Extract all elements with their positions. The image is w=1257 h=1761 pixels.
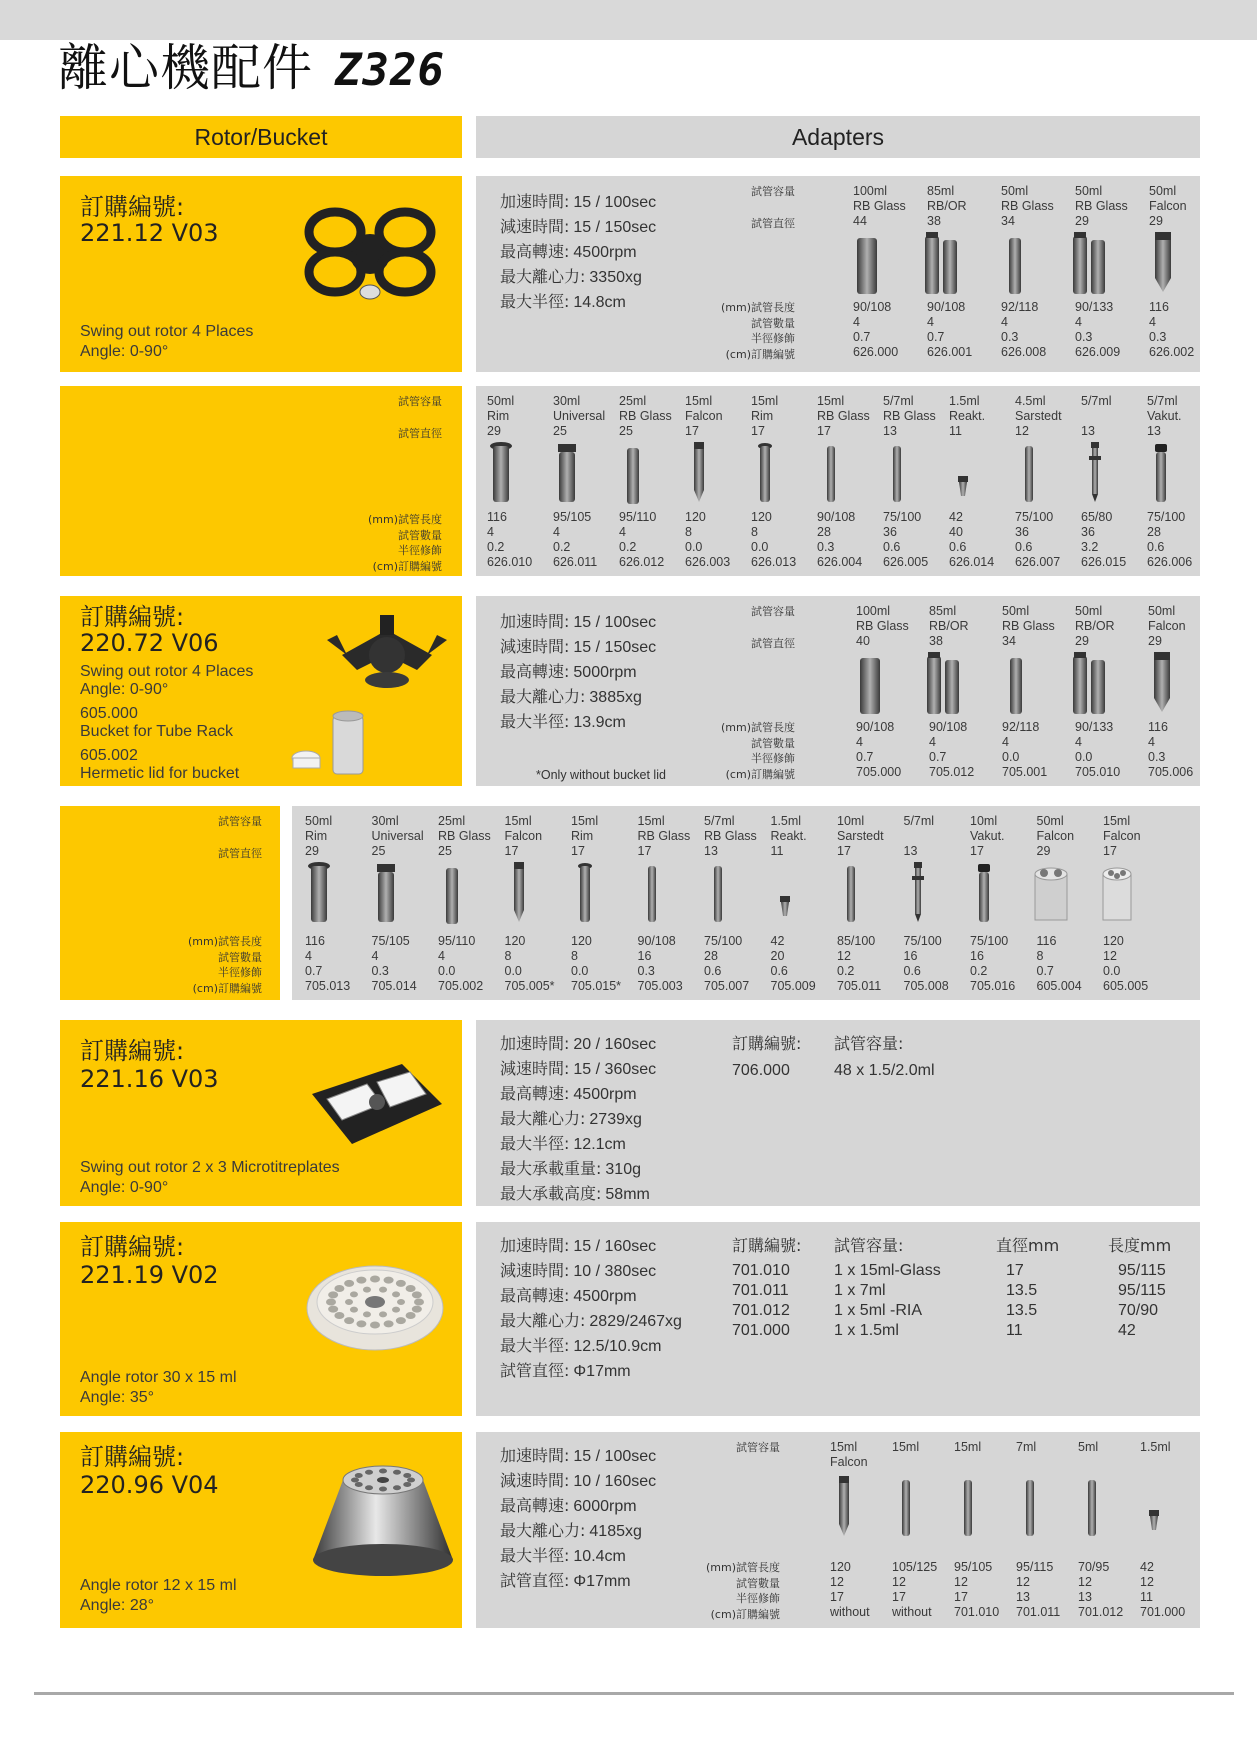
- s7-specs: 加速時間: 15 / 100sec 減速時間: 10 / 160sec 最高轉速: 6000rpm 最大離心力: 4185xg 最大半徑: 10.4cm 試管直徑: Φ17mm: [500, 1446, 657, 1590]
- s4-row-labels-bottom: (mm)試管長度 試管數量 半徑修飾 (cm)訂購編號: [187, 935, 262, 995]
- s3-col-0-diameter: 40: [856, 634, 870, 648]
- s2-col-5-header: 15ml RB Glass 17: [817, 394, 870, 438]
- s4-col-12-header: 15ml Falcon 17: [1103, 814, 1141, 858]
- s5-order-label: 訂購編號:: [80, 1037, 185, 1065]
- s1-col-1-values: 90/108 4 0.7 626.001: [927, 300, 973, 359]
- s4-col-8-header: 10ml Sarstedt 17: [837, 814, 884, 858]
- s2-col-4-diameter: 17: [751, 424, 765, 438]
- page-title: 離心機配件 Z326: [58, 39, 445, 97]
- s4-col-7-diameter: 11: [770, 844, 784, 858]
- s6-row-3-cell-2: 11: [1006, 1322, 1023, 1339]
- s4-col-9-tube-image: [898, 858, 938, 930]
- s1-row-label-capacity: 試管容量: [751, 185, 795, 198]
- s1-col-4-header: 50ml Falcon 29: [1149, 184, 1187, 228]
- s1-col-2-header: 50ml RB Glass 34: [1001, 184, 1054, 228]
- s4-col-5-values: 90/108 16 0.3 705.003: [637, 934, 683, 993]
- s3-col-3-header: 50ml RB/OR 29: [1075, 604, 1115, 648]
- s4-label-panel: [60, 806, 280, 1000]
- s3-order-code: 220.72 V06: [80, 629, 219, 657]
- s4-col-7-header: 1.5ml Reakt. 11: [770, 814, 807, 858]
- s3-col-2-values: 92/118 4 0.0 705.001: [1002, 720, 1048, 779]
- angle-rotor-12-image: [308, 1450, 458, 1580]
- s1-col-1-diameter: 38: [927, 214, 941, 228]
- s3-desc-2: Angle: 0-90°: [80, 681, 169, 698]
- s1-col-3-values: 90/133 4 0.3 626.009: [1075, 300, 1121, 359]
- s7-col-2-tube-image: [948, 1472, 988, 1544]
- s7-col-4-header: 5ml: [1078, 1440, 1099, 1454]
- s3-desc-6: Hermetic lid for bucket: [80, 765, 240, 782]
- s4-col-1-diameter: 25: [371, 844, 386, 858]
- s5-order-code: 221.16 V03: [80, 1065, 219, 1093]
- s2-row-label-capacity: 試管容量: [398, 395, 442, 408]
- s6-row-1-cell-2: 13.5: [1006, 1282, 1038, 1299]
- s3-col-1-header: 85ml RB/OR 38: [929, 604, 969, 648]
- s3-desc-3: 605.000: [80, 705, 138, 722]
- s4-col-2-header: 25ml RB Glass 25: [438, 814, 491, 858]
- s3-row-label-diameter: 試管直徑: [751, 637, 795, 650]
- s3-col-3-diameter: 29: [1075, 634, 1089, 648]
- s4-col-12-values: 120 12 0.0 605.005: [1103, 934, 1149, 993]
- s3-desc-5: 605.002: [80, 747, 138, 764]
- s4-col-5-diameter: 17: [637, 844, 652, 858]
- s4-col-4-values: 120 8 0.0 705.015*: [571, 934, 622, 993]
- s4-col-10-values: 75/100 16 0.2 705.016: [970, 934, 1016, 993]
- s4-col-9-values: 75/100 16 0.6 705.008: [903, 934, 949, 993]
- s2-col-8-diameter: 12: [1015, 424, 1029, 438]
- s7-rotor-panel: [60, 1432, 462, 1628]
- s3-order-label: 訂購編號:: [80, 603, 185, 631]
- s1-order-code: 221.12 V03: [80, 219, 219, 247]
- s4-col-2-tube-image: [432, 858, 472, 930]
- s6-row-0-cell-2: 17: [1006, 1262, 1024, 1279]
- s4-col-8-values: 85/100 12 0.2 705.011: [837, 934, 882, 993]
- s1-col-4-tube-image: [1143, 228, 1183, 300]
- s7-row-label-capacity: 試管容量: [736, 1441, 780, 1454]
- microplate-rotor-image: [292, 1044, 452, 1154]
- s6-desc-1: Angle rotor 30 x 15 ml: [80, 1369, 237, 1386]
- s2-col-5-tube-image: [811, 438, 851, 510]
- s1-row-labels-bottom: (mm)試管長度 試管數量 半徑修飾 (cm)訂購編號: [720, 301, 795, 361]
- s2-col-0-values: 116 4 0.2 626.010: [487, 510, 533, 569]
- s1-row-label-diameter: 試管直徑: [751, 217, 795, 230]
- header-rotor-bucket: Rotor/Bucket: [60, 116, 462, 158]
- s6-order-code: 221.19 V02: [80, 1261, 219, 1289]
- s6-head-diameter: 直徑mm: [996, 1236, 1060, 1255]
- s2-col-7-values: 42 40 0.6 626.014: [949, 510, 995, 569]
- s5-capacity-value: 48 x 1.5/2.0ml: [834, 1062, 935, 1079]
- s7-col-2-header: 15ml: [954, 1440, 982, 1454]
- header-adapters: Adapters: [476, 116, 1200, 158]
- s7-col-4-values: 70/95 12 13 701.012: [1078, 1560, 1124, 1619]
- s4-col-0-diameter: 29: [305, 844, 319, 858]
- s4-col-2-diameter: 25: [438, 844, 452, 858]
- s4-col-11-diameter: 29: [1036, 844, 1051, 858]
- s3-col-1-diameter: 38: [929, 634, 943, 648]
- s4-col-3-values: 120 8 0.0 705.005*: [504, 934, 555, 993]
- s2-col-6-header: 5/7ml RB Glass 13: [883, 394, 936, 438]
- s7-col-1-values: 105/125 12 17 without: [892, 1560, 938, 1619]
- s2-col-0-diameter: 29: [487, 424, 501, 438]
- s4-col-11-header: 50ml Falcon 29: [1036, 814, 1075, 858]
- s2-col-3-values: 120 8 0.0 626.003: [685, 510, 731, 569]
- s4-col-5-tube-image: [632, 858, 672, 930]
- s1-col-2-values: 92/118 4 0.3 626.008: [1001, 300, 1047, 359]
- s7-desc-1: Angle rotor 12 x 15 ml: [80, 1577, 237, 1594]
- s6-row-3-cell-3: 42: [1118, 1322, 1136, 1339]
- s4-col-3-diameter: 17: [504, 844, 519, 858]
- s3-adapters-panel: [476, 596, 1200, 786]
- s4-col-4-diameter: 17: [571, 844, 585, 858]
- s4-col-10-diameter: 17: [970, 844, 984, 858]
- s7-col-1-tube-image: [886, 1472, 926, 1544]
- s4-col-7-values: 42 20 0.6 705.009: [770, 934, 816, 993]
- s2-col-6-diameter: 13: [883, 424, 897, 438]
- s6-adapters-panel: [476, 1222, 1200, 1416]
- s4-col-3-header: 15ml Falcon 17: [504, 814, 543, 858]
- s2-col-1-values: 95/105 4 0.2 626.011: [553, 510, 598, 569]
- s6-head-capacity: 試管容量:: [834, 1236, 904, 1255]
- s4-col-8-diameter: 17: [837, 844, 851, 858]
- s2-col-8-header: 4.5ml Sarstedt 12: [1015, 394, 1062, 438]
- s2-col-1-header: 30ml Universal 25: [553, 394, 606, 438]
- s4-col-6-tube-image: [698, 858, 738, 930]
- s7-col-2-values: 95/105 12 17 701.010: [954, 1560, 1000, 1619]
- s2-col-5-values: 90/108 28 0.3 626.004: [817, 510, 863, 569]
- page-code: Z326: [335, 45, 445, 96]
- s7-row-labels-bottom: (mm)試管長度 試管數量 半徑修飾 (cm)訂購編號: [705, 1561, 780, 1621]
- s3-desc-4: Bucket for Tube Rack: [80, 723, 233, 740]
- s1-order-label: 訂購編號:: [80, 193, 185, 221]
- s4-col-11-tube-image: [1031, 858, 1071, 930]
- s4-col-12-diameter: 17: [1103, 844, 1117, 858]
- s3-col-0-header: 100ml RB Glass 40: [856, 604, 909, 648]
- s7-col-3-values: 95/115 12 13 701.011: [1016, 1560, 1061, 1619]
- s7-col-4-tube-image: [1072, 1472, 1112, 1544]
- s7-col-0-tube-image: [824, 1472, 864, 1544]
- s2-col-7-header: 1.5ml Reakt. 11: [949, 394, 986, 438]
- s3-row-labels-bottom: (mm)試管長度 試管數量 半徑修飾 (cm)訂購編號: [720, 721, 795, 781]
- s2-col-0-header: 50ml Rim 29: [487, 394, 515, 438]
- s6-row-0-cell-0: 701.010: [732, 1262, 790, 1279]
- s1-col-1-header: 85ml RB/OR 38: [927, 184, 967, 228]
- s2-row-labels-bottom: (mm)試管長度 試管數量 半徑修飾 (cm)訂購編號: [367, 513, 442, 573]
- s4-col-5-header: 15ml RB Glass 17: [637, 814, 691, 858]
- s2-col-6-tube-image: [877, 438, 917, 510]
- s1-col-0-diameter: 44: [853, 214, 867, 228]
- s3-desc-1: Swing out rotor 4 Places: [80, 663, 254, 680]
- s2-col-2-diameter: 25: [619, 424, 633, 438]
- s1-col-3-header: 50ml RB Glass 29: [1075, 184, 1128, 228]
- s2-col-2-header: 25ml RB Glass 25: [619, 394, 672, 438]
- s6-row-3-cell-0: 701.000: [732, 1322, 790, 1339]
- s2-col-3-tube-image: [679, 438, 719, 510]
- s2-adapters-panel: [476, 386, 1200, 576]
- s4-col-7-tube-image: [765, 858, 805, 930]
- s5-order-header: 訂購編號:: [732, 1034, 802, 1053]
- s4-col-3-tube-image: [499, 858, 539, 930]
- s6-row-1-cell-1: 1 x 7ml: [834, 1282, 886, 1299]
- s2-col-7-tube-image: [943, 438, 983, 510]
- s5-adapters-panel: [476, 1020, 1200, 1206]
- s2-col-3-header: 15ml Falcon 17: [685, 394, 723, 438]
- s2-col-6-values: 75/100 36 0.6 626.005: [883, 510, 929, 569]
- s6-row-1-cell-3: 95/115: [1118, 1282, 1166, 1299]
- s5-desc-1: Swing out rotor 2 x 3 Microtitreplates: [80, 1159, 340, 1176]
- s4-col-0-header: 50ml Rim 29: [305, 814, 333, 858]
- s6-head-length: 長度mm: [1108, 1236, 1172, 1255]
- s4-col-10-tube-image: [964, 858, 1004, 930]
- s2-col-3-diameter: 17: [685, 424, 699, 438]
- s7-order-label: 訂購編號:: [80, 1443, 185, 1471]
- s3-col-2-tube-image: [996, 648, 1036, 720]
- s7-col-1-header: 15ml: [892, 1440, 920, 1454]
- s3-row-label-capacity: 試管容量: [751, 605, 795, 618]
- s1-col-3-diameter: 29: [1075, 214, 1089, 228]
- s4-col-6-values: 75/100 28 0.6 705.007: [704, 934, 750, 993]
- s6-row-3-cell-1: 1 x 1.5ml: [834, 1322, 899, 1339]
- swing-rotor-4-image: [300, 202, 440, 302]
- s3-col-0-values: 90/108 4 0.7 705.000: [856, 720, 902, 779]
- s7-desc-2: Angle: 28°: [80, 1597, 155, 1614]
- s6-desc-2: Angle: 35°: [80, 1389, 155, 1406]
- bottom-rule: [34, 1692, 1234, 1695]
- s2-col-2-tube-image: [613, 438, 653, 510]
- s4-col-4-header: 15ml Rim 17: [571, 814, 599, 858]
- s4-row-label-capacity: 試管容量: [218, 815, 262, 828]
- s4-col-11-values: 116 8 0.7 605.004: [1036, 934, 1082, 993]
- s3-note: *Only without bucket lid: [536, 768, 666, 782]
- s6-row-1-cell-0: 701.011: [732, 1282, 789, 1299]
- s6-specs: 加速時間: 15 / 160sec 減速時間: 10 / 380sec 最高轉速: 4500rpm 最大離心力: 2829/2467xg 最大半徑: 12.5/10.9cm 試管直徑: Φ17mm: [500, 1236, 682, 1380]
- s1-col-0-tube-image: [847, 228, 887, 300]
- s2-col-10-diameter: 13: [1147, 424, 1161, 438]
- s1-col-4-diameter: 29: [1149, 214, 1163, 228]
- s3-rotor-panel: [60, 596, 462, 786]
- s2-col-5-diameter: 17: [817, 424, 831, 438]
- s1-col-3-tube-image: [1069, 228, 1109, 300]
- s2-col-1-tube-image: [547, 438, 587, 510]
- s3-col-3-tube-image: [1069, 648, 1109, 720]
- s7-col-5-header: 1.5ml: [1140, 1440, 1171, 1454]
- s7-order-code: 220.96 V04: [80, 1471, 219, 1499]
- s3-col-0-tube-image: [850, 648, 890, 720]
- s3-col-4-tube-image: [1142, 648, 1182, 720]
- s1-adapters-panel: [476, 176, 1200, 372]
- s1-desc-2: Angle: 0-90°: [80, 343, 169, 360]
- s6-row-2-cell-1: 1 x 5ml -RIA: [834, 1302, 923, 1319]
- s2-col-10-values: 75/100 28 0.6 626.006: [1147, 510, 1193, 569]
- s2-col-9-diameter: 13: [1081, 424, 1095, 438]
- s1-col-4-values: 116 4 0.3 626.002: [1149, 300, 1195, 359]
- s1-col-2-tube-image: [995, 228, 1035, 300]
- s2-col-4-tube-image: [745, 438, 785, 510]
- angle-rotor-30-image: [300, 1246, 450, 1356]
- s4-col-4-tube-image: [565, 858, 605, 930]
- s2-col-0-tube-image: [481, 438, 521, 510]
- s3-col-4-header: 50ml Falcon 29: [1148, 604, 1186, 648]
- s7-col-0-header: 15ml Falcon: [830, 1440, 868, 1469]
- s2-col-2-values: 95/110 4 0.2 626.012: [619, 510, 665, 569]
- s2-label-panel: [60, 386, 462, 576]
- s3-col-2-header: 50ml RB Glass 34: [1002, 604, 1055, 648]
- s4-col-6-diameter: 13: [704, 844, 718, 858]
- s1-col-2-diameter: 34: [1001, 214, 1015, 228]
- s4-col-1-tube-image: [366, 858, 406, 930]
- s6-row-0-cell-3: 95/115: [1118, 1262, 1166, 1279]
- s4-col-1-values: 75/105 4 0.3 705.014: [371, 934, 417, 993]
- s5-desc-2: Angle: 0-90°: [80, 1179, 169, 1196]
- s3-col-4-diameter: 29: [1148, 634, 1162, 648]
- s2-row-label-diameter: 試管直徑: [398, 427, 442, 440]
- s2-col-4-header: 15ml Rim 17: [751, 394, 779, 438]
- s7-col-5-tube-image: [1134, 1472, 1174, 1544]
- s6-row-2-cell-2: 13.5: [1006, 1302, 1038, 1319]
- s5-order-value: 706.000: [732, 1062, 790, 1079]
- s4-adapters-panel: [292, 806, 1200, 1000]
- s2-col-10-header: 5/7ml Vakut. 13: [1147, 394, 1182, 438]
- s2-col-9-tube-image: [1075, 438, 1115, 510]
- s6-row-2-cell-3: 70/90: [1118, 1302, 1159, 1319]
- s3-col-1-tube-image: [923, 648, 963, 720]
- swing-rotor-4-v06-image: [322, 610, 452, 705]
- s4-col-12-tube-image: [1097, 858, 1137, 930]
- s3-col-2-diameter: 34: [1002, 634, 1016, 648]
- bucket-and-lid-image: [288, 708, 368, 780]
- s4-col-9-header: 5/7ml 13: [903, 814, 935, 858]
- s6-row-0-cell-1: 1 x 15ml-Glass: [834, 1262, 941, 1279]
- s2-col-10-tube-image: [1141, 438, 1181, 510]
- s2-col-9-values: 65/80 36 3.2 626.015: [1081, 510, 1127, 569]
- s1-rotor-panel: [60, 176, 462, 372]
- s1-col-0-values: 90/108 4 0.7 626.000: [853, 300, 899, 359]
- s5-rotor-panel: [60, 1020, 462, 1206]
- s4-col-6-header: 5/7ml RB Glass 13: [704, 814, 757, 858]
- s1-col-1-tube-image: [921, 228, 961, 300]
- s7-col-0-values: 120 12 17 without: [830, 1560, 870, 1619]
- s5-capacity-header: 試管容量:: [834, 1034, 904, 1053]
- s2-col-1-diameter: 25: [553, 424, 567, 438]
- s4-col-0-tube-image: [299, 858, 339, 930]
- s2-col-9-header: 5/7ml 13: [1081, 394, 1112, 438]
- s1-desc-1: Swing out rotor 4 Places: [80, 323, 254, 340]
- s4-col-2-values: 95/110 4 0.0 705.002: [438, 934, 484, 993]
- s3-col-4-values: 116 4 0.3 705.006: [1148, 720, 1194, 779]
- s3-specs: 加速時間: 15 / 100sec 減速時間: 15 / 150sec 最高轉速: 5000rpm 最大離心力: 3885xg 最大半徑: 13.9cm: [500, 612, 657, 731]
- s1-col-0-header: 100ml RB Glass 44: [853, 184, 906, 228]
- s3-col-1-values: 90/108 4 0.7 705.012: [929, 720, 975, 779]
- s2-col-7-diameter: 11: [949, 424, 962, 438]
- s6-row-2-cell-0: 701.012: [732, 1302, 790, 1319]
- s4-col-9-diameter: 13: [903, 844, 918, 858]
- s4-col-8-tube-image: [831, 858, 871, 930]
- s2-col-8-tube-image: [1009, 438, 1049, 510]
- s3-col-3-values: 90/133 4 0.0 705.010: [1075, 720, 1121, 779]
- s4-row-label-diameter: 試管直徑: [218, 847, 262, 860]
- s7-col-3-tube-image: [1010, 1472, 1050, 1544]
- s7-col-5-values: 42 12 11 701.000: [1140, 1560, 1186, 1619]
- s6-rotor-panel: [60, 1222, 462, 1416]
- s4-col-0-values: 116 4 0.7 705.013: [305, 934, 351, 993]
- s6-order-label: 訂購編號:: [80, 1233, 185, 1261]
- s6-head-order: 訂購編號:: [732, 1236, 802, 1255]
- s5-specs: 加速時間: 20 / 160sec 減速時間: 15 / 360sec 最高轉速: 4500rpm 最大離心力: 2739xg 最大半徑: 12.1cm 最大承載重量: 310g 最大承載高度: 58mm: [500, 1034, 657, 1203]
- s2-col-8-values: 75/100 36 0.6 626.007: [1015, 510, 1061, 569]
- s7-adapters-panel: [476, 1432, 1200, 1628]
- s4-col-10-header: 10ml Vakut. 17: [970, 814, 1005, 858]
- s1-specs: 加速時間: 15 / 100sec 減速時間: 15 / 150sec 最高轉速: 4500rpm 最大離心力: 3350xg 最大半徑: 14.8cm: [500, 192, 657, 311]
- s4-col-1-header: 30ml Universal 25: [371, 814, 424, 858]
- s7-col-3-header: 7ml: [1016, 1440, 1037, 1454]
- s2-col-4-values: 120 8 0.0 626.013: [751, 510, 797, 569]
